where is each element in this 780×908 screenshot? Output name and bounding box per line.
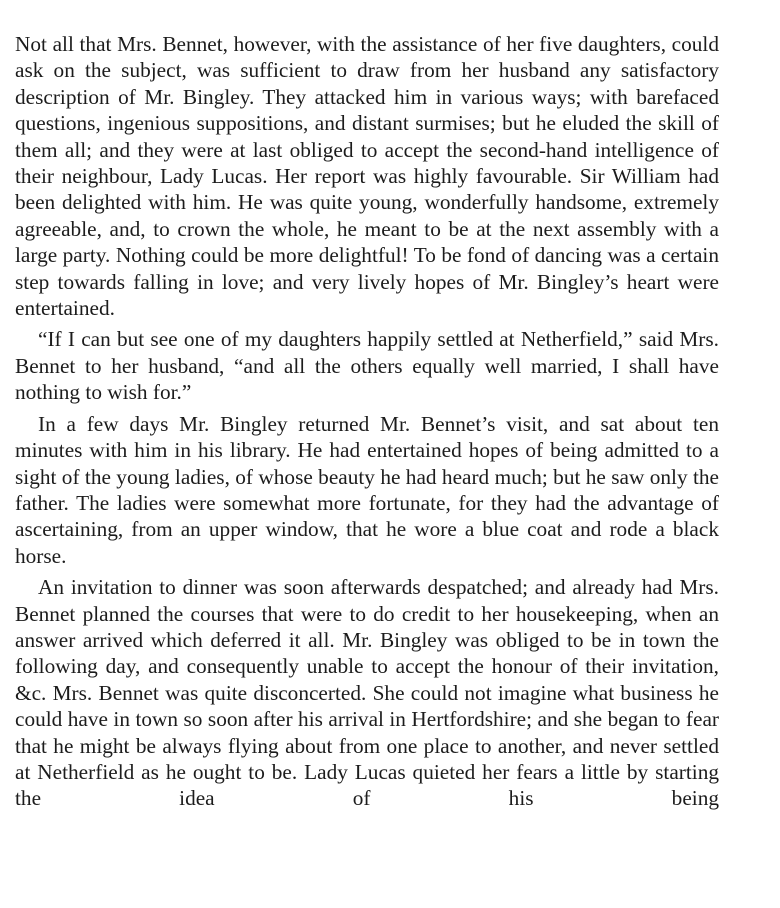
paragraph-3: In a few days Mr. Bingley returned Mr. Bennet’s visit, and sat about ten minutes with him in his library. He had entertained hopes of being admitted to a sight of the young ladies, of whose beauty he had heard much; but he saw only the father. The ladies were somewhat more fortunate, for they had the advantage of ascertaining, from an upper window, that he wore a blue coat and rode a black horse. xyxy=(15,411,719,568)
paragraph-2: “If I can but see one of my daughters happily settled at Netherfield,” said Mrs. Bennet to her husband, “and all the others equally well married, I shall have nothing to wish for.” xyxy=(15,327,719,405)
paragraph-1: Not all that Mrs. Bennet, however, with the assistance of her five daughters, could ask on the subject, was sufficient to draw from her husband any satisfactory description of Mr. Bingley. They attacked him in various ways; with barefaced questions, ingenious suppositions, and distant surmises; but he eluded the skill of them all; and they were at last obliged to accept the second-hand intelligence of their neighbour, Lady Lucas. Her report was highly favourable. Sir William had been delighted with him. He was quite young, wonderfully handsome, extremely agreeable, and, to crown the whole, he meant to be at the next assembly with a large party. Nothing could be more delightful! To be fond of dancing was a certain step towards falling in love; and very lively hopes of Mr. Bingley’s heart were entertained. xyxy=(15,32,719,321)
paragraph-4: An invitation to dinner was soon afterwards despatched; and already had Mrs. Bennet planned the courses that were to do credit to her housekeeping, when an answer arrived which deferred it all. Mr. Bingley was obliged to be in town the following day, and consequently unable to accept the honour of their invitation, &c. Mrs. Bennet was quite disconcerted. She could not imagine what business he could have in town so soon after his arrival in Hertfordshire; and she began to fear that he might be always flying about from one place to another, and never settled at Netherfield as he ought to be. Lady Lucas quieted her fears a little by starting the idea of his being xyxy=(15,575,719,811)
reading-page xyxy=(15,31,719,817)
